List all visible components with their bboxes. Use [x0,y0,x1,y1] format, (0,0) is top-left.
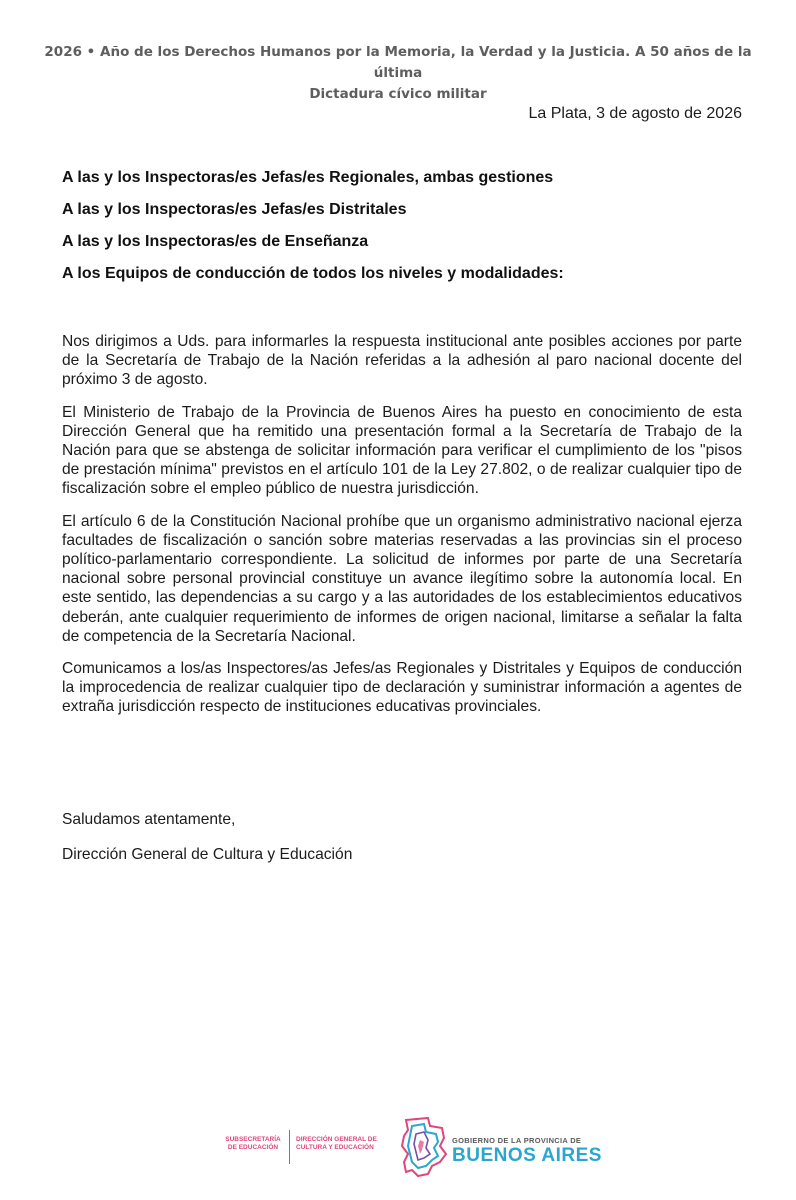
recipient-line: A las y los Inspectoras/es Jefas/es Distritales [62,201,407,218]
gobierno-bsas-logo [452,1136,612,1166]
recipient-line: A los Equipos de conducción de todos los niveles y modalidades: [62,265,564,282]
gov-logo-line-1: GOBIERNO DE LA PROVINCIA DE [452,1136,582,1145]
closing-block [62,810,742,880]
closing-greeting: Saludamos atentamente, [62,811,236,828]
dir-logo-line-2: CULTURA Y EDUCACIÓN [296,1144,374,1151]
motto-line-1: 2026 • Año de los Derechos Humanos por la Memoria, la Verdad y la Justicia. A 50 años de la última [44,44,752,81]
sub-logo-line-2: DE EDUCACIÓN [227,1144,279,1151]
letter-body [62,332,742,730]
gov-logo-line-2: BUENOS AIRES [452,1145,602,1166]
recipients-block [62,168,742,296]
subsecretaria-logo [218,1136,288,1152]
recipient-line: A las y los Inspectoras/es Jefas/es Regionales, ambas gestiones [62,169,554,186]
body-paragraph: El artículo 6 de la Constitución Nacional prohíbe que un organismo administrativo nacional ejerza facultades de fiscalización o sanción sobre materias reservadas a las provincias sin el proceso político-parlamentario correspondiente. La solicitud de informes por parte de una Secretaría nacional sobre personal provincial constituye un avance ilegítimo sobre la autonomía local. En este sentido, las dependencias a su cargo y a las autoridades de los establecimientos educativos deberán, ante cualquier requerimiento de informes de origen nacional, limitarse a señalar la falta de competencia de la Secretaría Nacional. [62,512,742,645]
body-paragraph: El Ministerio de Trabajo de la Provincia de Buenos Aires ha puesto en conocimiento de esta Dirección General que ha remitido una presentación formal a la Secretaría de Trabajo de la Nación para que se abstenga de solicitar información para verificar el cumplimiento de los "pisos de prestación mínima" previstos en el artículo 101 de la Ley 27.802, o de realizar cualquier tipo de fiscalización sobre el empleo público de nuestra jurisdicción. [62,403,742,498]
direccion-general-logo [296,1136,392,1152]
motto-line-2: Dictadura cívico militar [309,86,487,102]
dir-logo-line-1: DIRECCIÓN GENERAL DE [296,1136,377,1143]
province-map-icon [398,1116,450,1178]
sub-logo-line-1: SUBSECRETARÍA [225,1136,281,1143]
signature: Dirección General de Cultura y Educación [62,846,353,863]
recipient-line: A las y los Inspectoras/es de Enseñanza [62,233,369,250]
year-motto [40,42,756,105]
body-paragraph: Nos dirigimos a Uds. para informarles la respuesta institucional ante posibles acciones por parte de la Secretaría de Trabajo de la Nación referidas a la adhesión al paro nacional docente del próximo 3 de agosto. [62,333,742,389]
body-paragraph: Comunicamos a los/as Inspectores/as Jefes/as Regionales y Distritales y Equipos de conducción la improcedencia de realizar cualquier tipo de declaración y suministrar información a agentes de extraña jurisdicción respecto de instituciones educativas provinciales. [62,660,742,716]
letter-date: La Plata, 3 de agosto de 2026 [528,105,742,122]
footer-logos [0,1110,796,1180]
logo-divider [289,1130,290,1164]
